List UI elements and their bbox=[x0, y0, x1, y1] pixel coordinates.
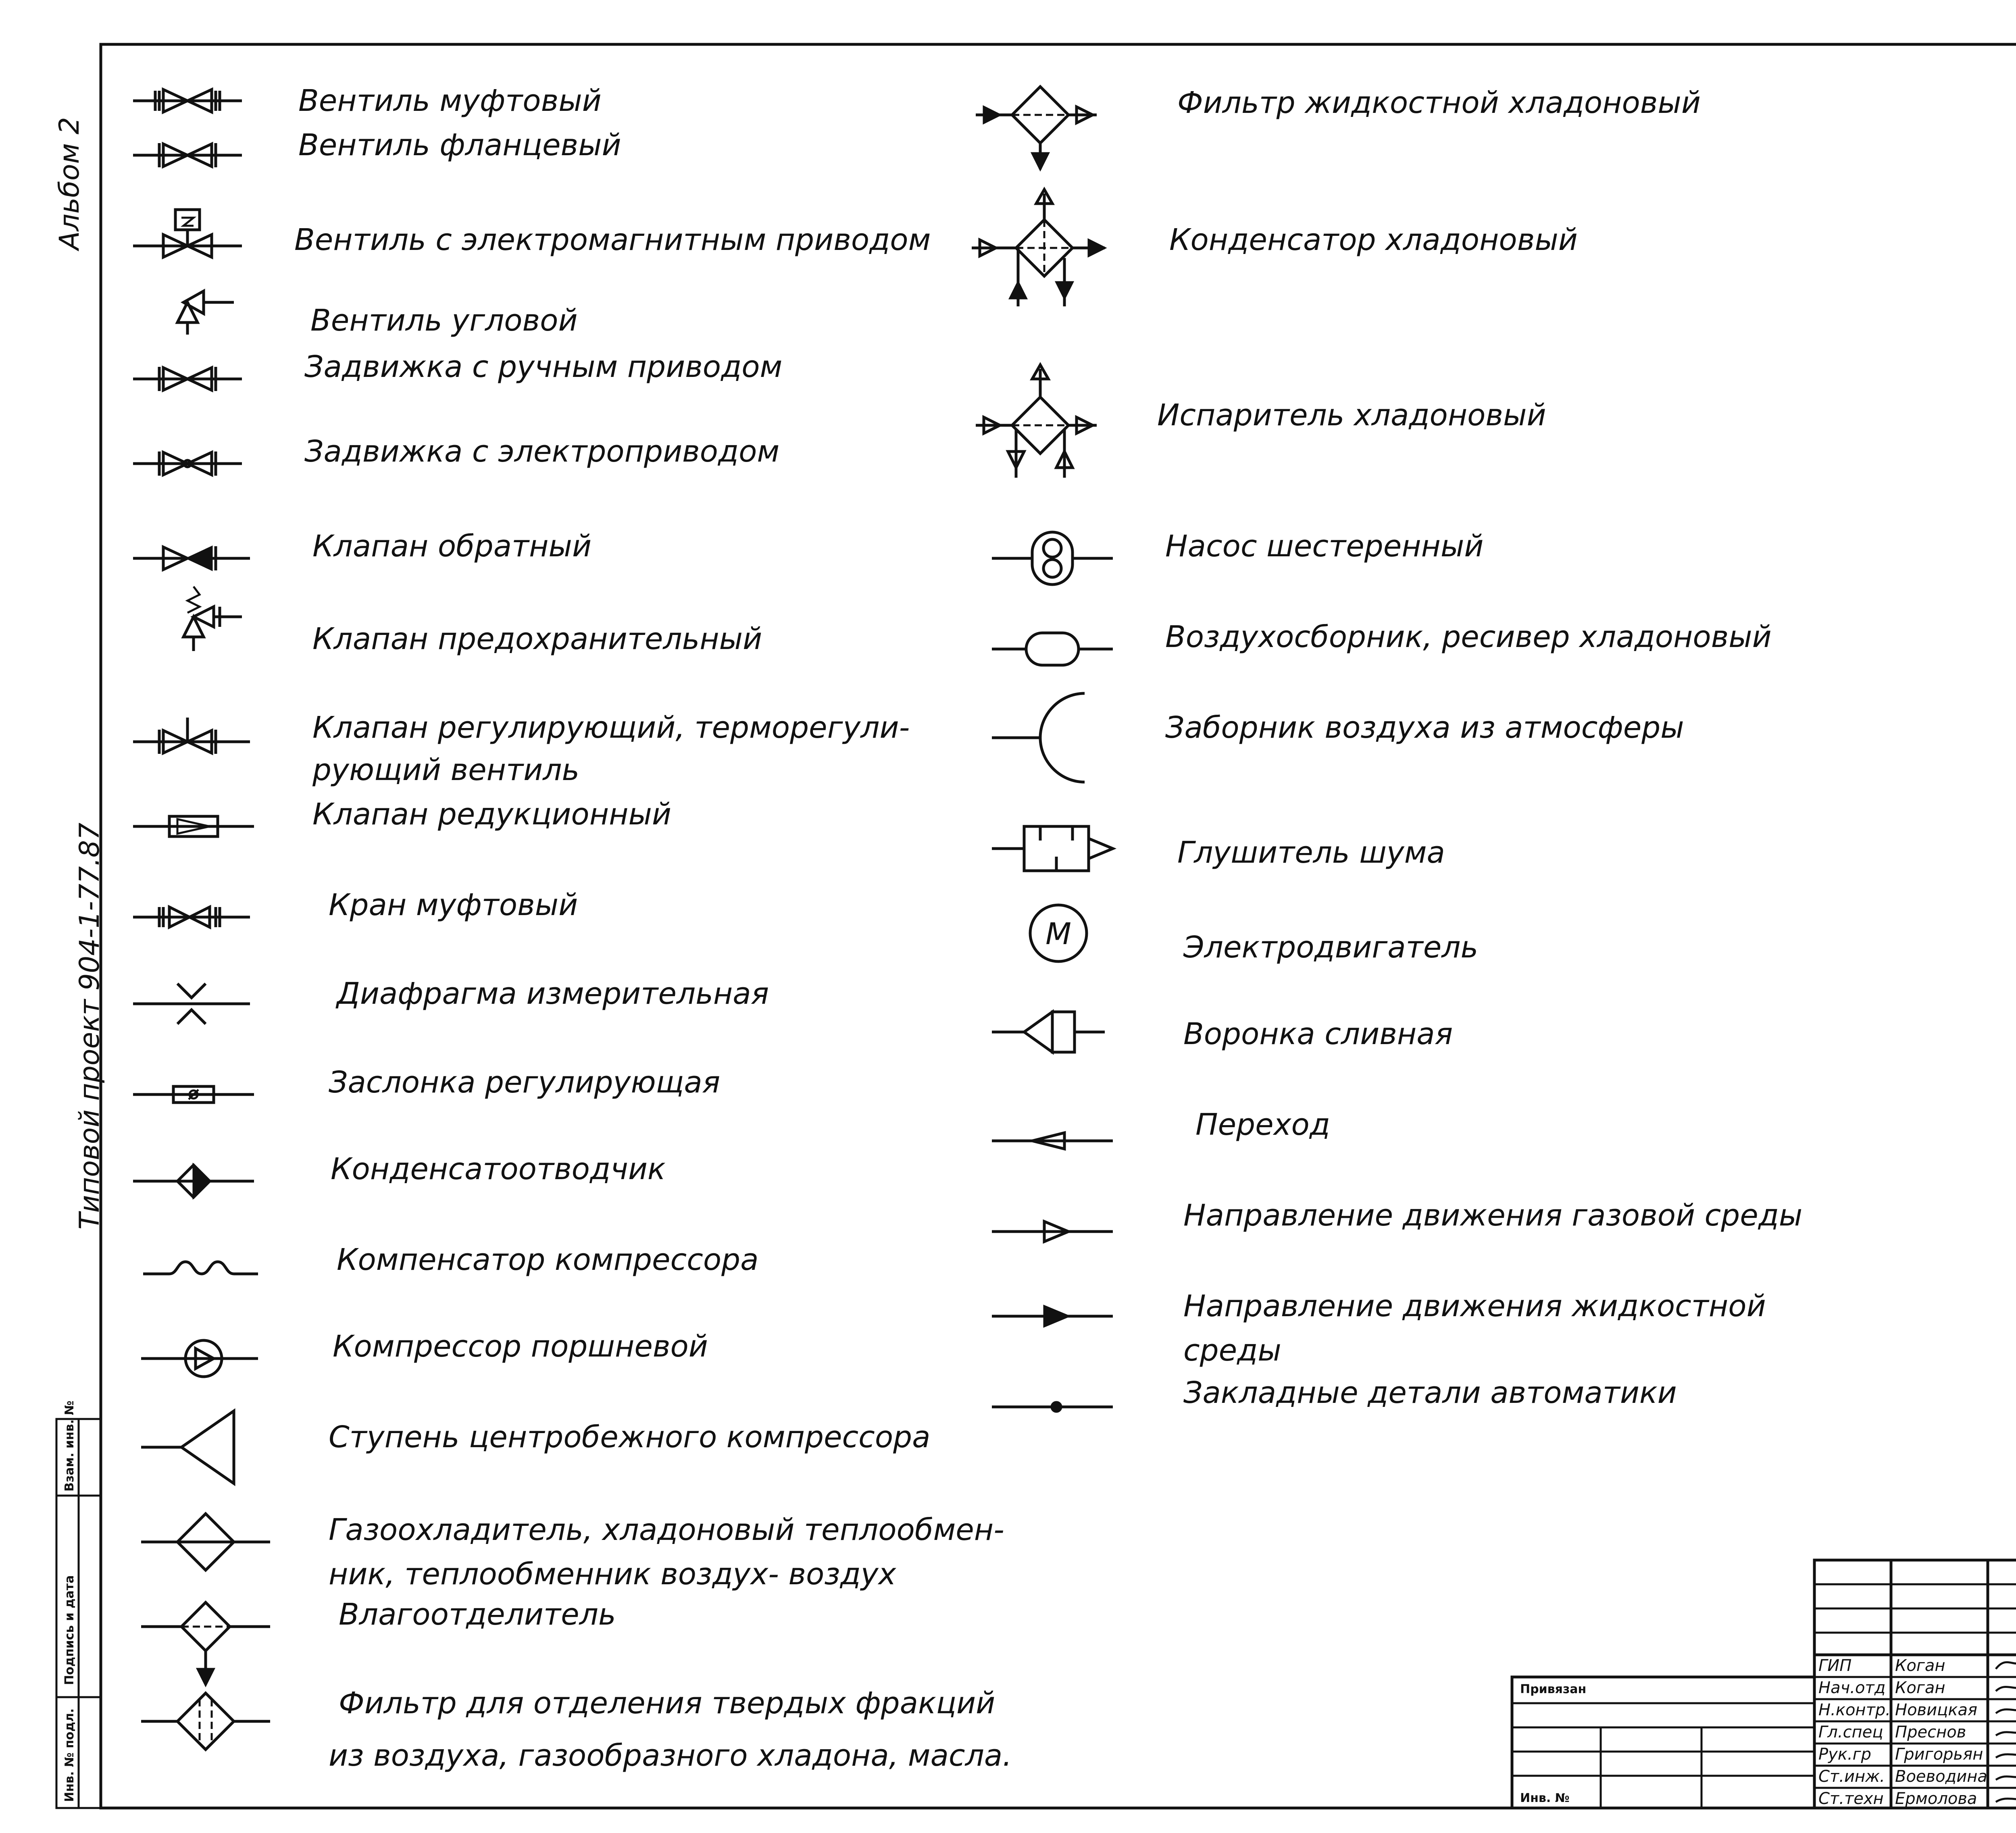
steam-trap-icon bbox=[133, 1165, 254, 1197]
legend-left-19b: из воздуха, газообразного хладона, масла. bbox=[329, 1738, 1012, 1773]
moisture-separator-icon bbox=[141, 1602, 270, 1685]
legend-right-7: Электродвигатель bbox=[1183, 930, 1479, 965]
side-project-label bbox=[74, 823, 106, 1230]
motor-icon bbox=[1030, 905, 1087, 961]
legend-right-3: Насос шестеренный bbox=[1165, 529, 1484, 564]
svg-text:Типовой проект 904-1-77.87: Типовой проект 904-1-77.87 bbox=[74, 822, 106, 1230]
gas-cooler-icon bbox=[141, 1514, 270, 1570]
embedded-part-icon bbox=[992, 1402, 1113, 1412]
centrifugal-stage-icon bbox=[141, 1411, 234, 1483]
liquid-filter-icon bbox=[976, 87, 1097, 169]
legend-right-11b: среды bbox=[1183, 1333, 1281, 1368]
legend-left-3: Вентиль угловой bbox=[310, 303, 578, 338]
tb-role-6: Ст.техн bbox=[1818, 1789, 1884, 1808]
legend-left-4: Задвижка с ручным приводом bbox=[304, 350, 783, 384]
condenser-icon bbox=[972, 189, 1105, 306]
tb-name-2: Новицкая bbox=[1895, 1701, 1978, 1719]
angle-valve-icon bbox=[177, 291, 234, 335]
tb-role-3: Гл.спец bbox=[1818, 1723, 1883, 1741]
title-block bbox=[1512, 1560, 2016, 1808]
legend-right-11: Направление движения жидкостной bbox=[1183, 1289, 1766, 1323]
reducer-icon bbox=[992, 1133, 1113, 1149]
legend-right-9: Переход bbox=[1195, 1107, 1330, 1142]
legend-right-0: Фильтр жидкостной хладоновый bbox=[1177, 85, 1701, 120]
legend-left-17: Газоохладитель, хладоновый теплообмен- bbox=[329, 1513, 1004, 1547]
tb-name-4: Григорьян bbox=[1895, 1745, 1983, 1764]
gas-flow-arrow-icon bbox=[992, 1221, 1113, 1242]
drain-funnel-icon bbox=[992, 1012, 1105, 1052]
legend-left-7: Клапан предохранительный bbox=[312, 622, 762, 656]
tb-name-5: Воеводина bbox=[1895, 1767, 1987, 1786]
legend-left-5: Задвижка с электроприводом bbox=[304, 434, 780, 469]
receiver-icon bbox=[992, 633, 1113, 665]
legend-left-8: Клапан регулирующий, терморегули- bbox=[312, 710, 910, 745]
solenoid-valve-icon bbox=[133, 210, 242, 257]
svg-text:Взам. инв. №: Взам. инв. № bbox=[62, 1400, 77, 1492]
solids-filter-icon bbox=[141, 1693, 270, 1750]
legend-right-12: Закладные детали автоматики bbox=[1183, 1375, 1677, 1410]
svg-text:Инв. № подл.: Инв. № подл. bbox=[62, 1708, 77, 1802]
side-album-label bbox=[54, 117, 85, 252]
motor-glyph: М bbox=[1045, 917, 1071, 951]
legend-right-8: Воронка сливная bbox=[1183, 1017, 1453, 1051]
compensator-icon bbox=[143, 1262, 258, 1274]
legend-right-2: Испаритель хладоновый bbox=[1157, 398, 1546, 433]
legend-left-15: Компрессор поршневой bbox=[333, 1329, 708, 1364]
tb-role-4: Рук.гр bbox=[1818, 1745, 1872, 1764]
air-intake-icon bbox=[992, 693, 1085, 782]
silencer-icon bbox=[992, 826, 1113, 871]
evaporator-icon bbox=[976, 365, 1097, 478]
legend-left-14: Компенсатор компрессора bbox=[337, 1242, 759, 1277]
legend-left-16: Ступень центробежного компрессора bbox=[329, 1420, 931, 1454]
gear-pump-icon bbox=[992, 532, 1113, 585]
svg-text:Подпись и дата: Подпись и дата bbox=[62, 1575, 77, 1685]
tb-role-5: Ст.инж. bbox=[1818, 1767, 1885, 1786]
legend-left-1: Вентиль фланцевый bbox=[298, 128, 621, 162]
electric-gate-valve-icon bbox=[133, 451, 242, 476]
check-valve-icon bbox=[133, 546, 250, 570]
orifice-icon bbox=[133, 984, 250, 1024]
coupling-valve-icon bbox=[133, 89, 242, 112]
legend-right-6: Глушитель шума bbox=[1177, 835, 1445, 870]
legend-left-8b: рующий вентиль bbox=[312, 753, 580, 787]
legend-right-1: Конденсатор хладоновый bbox=[1169, 223, 1578, 257]
legend-right-5: Заборник воздуха из атмосферы bbox=[1165, 710, 1684, 745]
damper-icon bbox=[133, 1086, 254, 1103]
legend-left-9: Клапан редукционный bbox=[312, 797, 671, 832]
flanged-valve-icon bbox=[133, 143, 242, 167]
tb-privyazan: Привязан bbox=[1520, 1682, 1587, 1696]
safety-valve-icon bbox=[183, 587, 242, 651]
coupling-cock-icon bbox=[133, 907, 250, 927]
legend-left-6: Клапан обратный bbox=[312, 529, 592, 564]
legend-left-17b: ник, теплообменник воздух- воздух bbox=[329, 1557, 896, 1592]
legend-left-18: Влагоотделитель bbox=[339, 1597, 616, 1632]
tb-role-1: Нач.отд bbox=[1818, 1679, 1886, 1697]
legend-left-13: Конденсатоотводчик bbox=[331, 1152, 666, 1186]
svg-text:Альбом 2: Альбом 2 bbox=[54, 117, 85, 250]
tb-name-6: Ермолова bbox=[1895, 1789, 1977, 1808]
legend-left-12: Заслонка регулирующая bbox=[329, 1065, 721, 1100]
tb-inv-no: Инв. № bbox=[1520, 1791, 1570, 1805]
legend-left-2: Вентиль с электромагнитным приводом bbox=[294, 223, 931, 257]
piston-compressor-icon bbox=[141, 1340, 258, 1377]
manual-gate-valve-icon bbox=[133, 367, 242, 391]
tb-name-3: Преснов bbox=[1895, 1723, 1966, 1741]
control-valve-icon bbox=[133, 718, 250, 754]
reducing-valve-icon bbox=[133, 816, 254, 836]
legend-left-19: Фильтр для отделения твердых фракций bbox=[339, 1686, 996, 1721]
tb-name-0: Коган bbox=[1895, 1656, 1945, 1675]
liquid-flow-arrow-icon bbox=[992, 1306, 1113, 1326]
legend-left-10: Кран муфтовый bbox=[329, 888, 578, 922]
side-stamp bbox=[56, 1400, 101, 1808]
tb-name-1: Коган bbox=[1895, 1679, 1945, 1697]
tb-role-0: ГИП bbox=[1818, 1656, 1852, 1675]
legend-right-10: Направление движения газовой среды bbox=[1183, 1198, 1803, 1233]
legend-right-4: Воздухосборник, ресивер хладоновый bbox=[1165, 620, 1772, 654]
legend-left-11: Диафрагма измерительная bbox=[337, 976, 769, 1011]
legend-left-0: Вентиль муфтовый bbox=[298, 83, 602, 118]
tb-role-2: Н.контр. bbox=[1818, 1701, 1891, 1719]
